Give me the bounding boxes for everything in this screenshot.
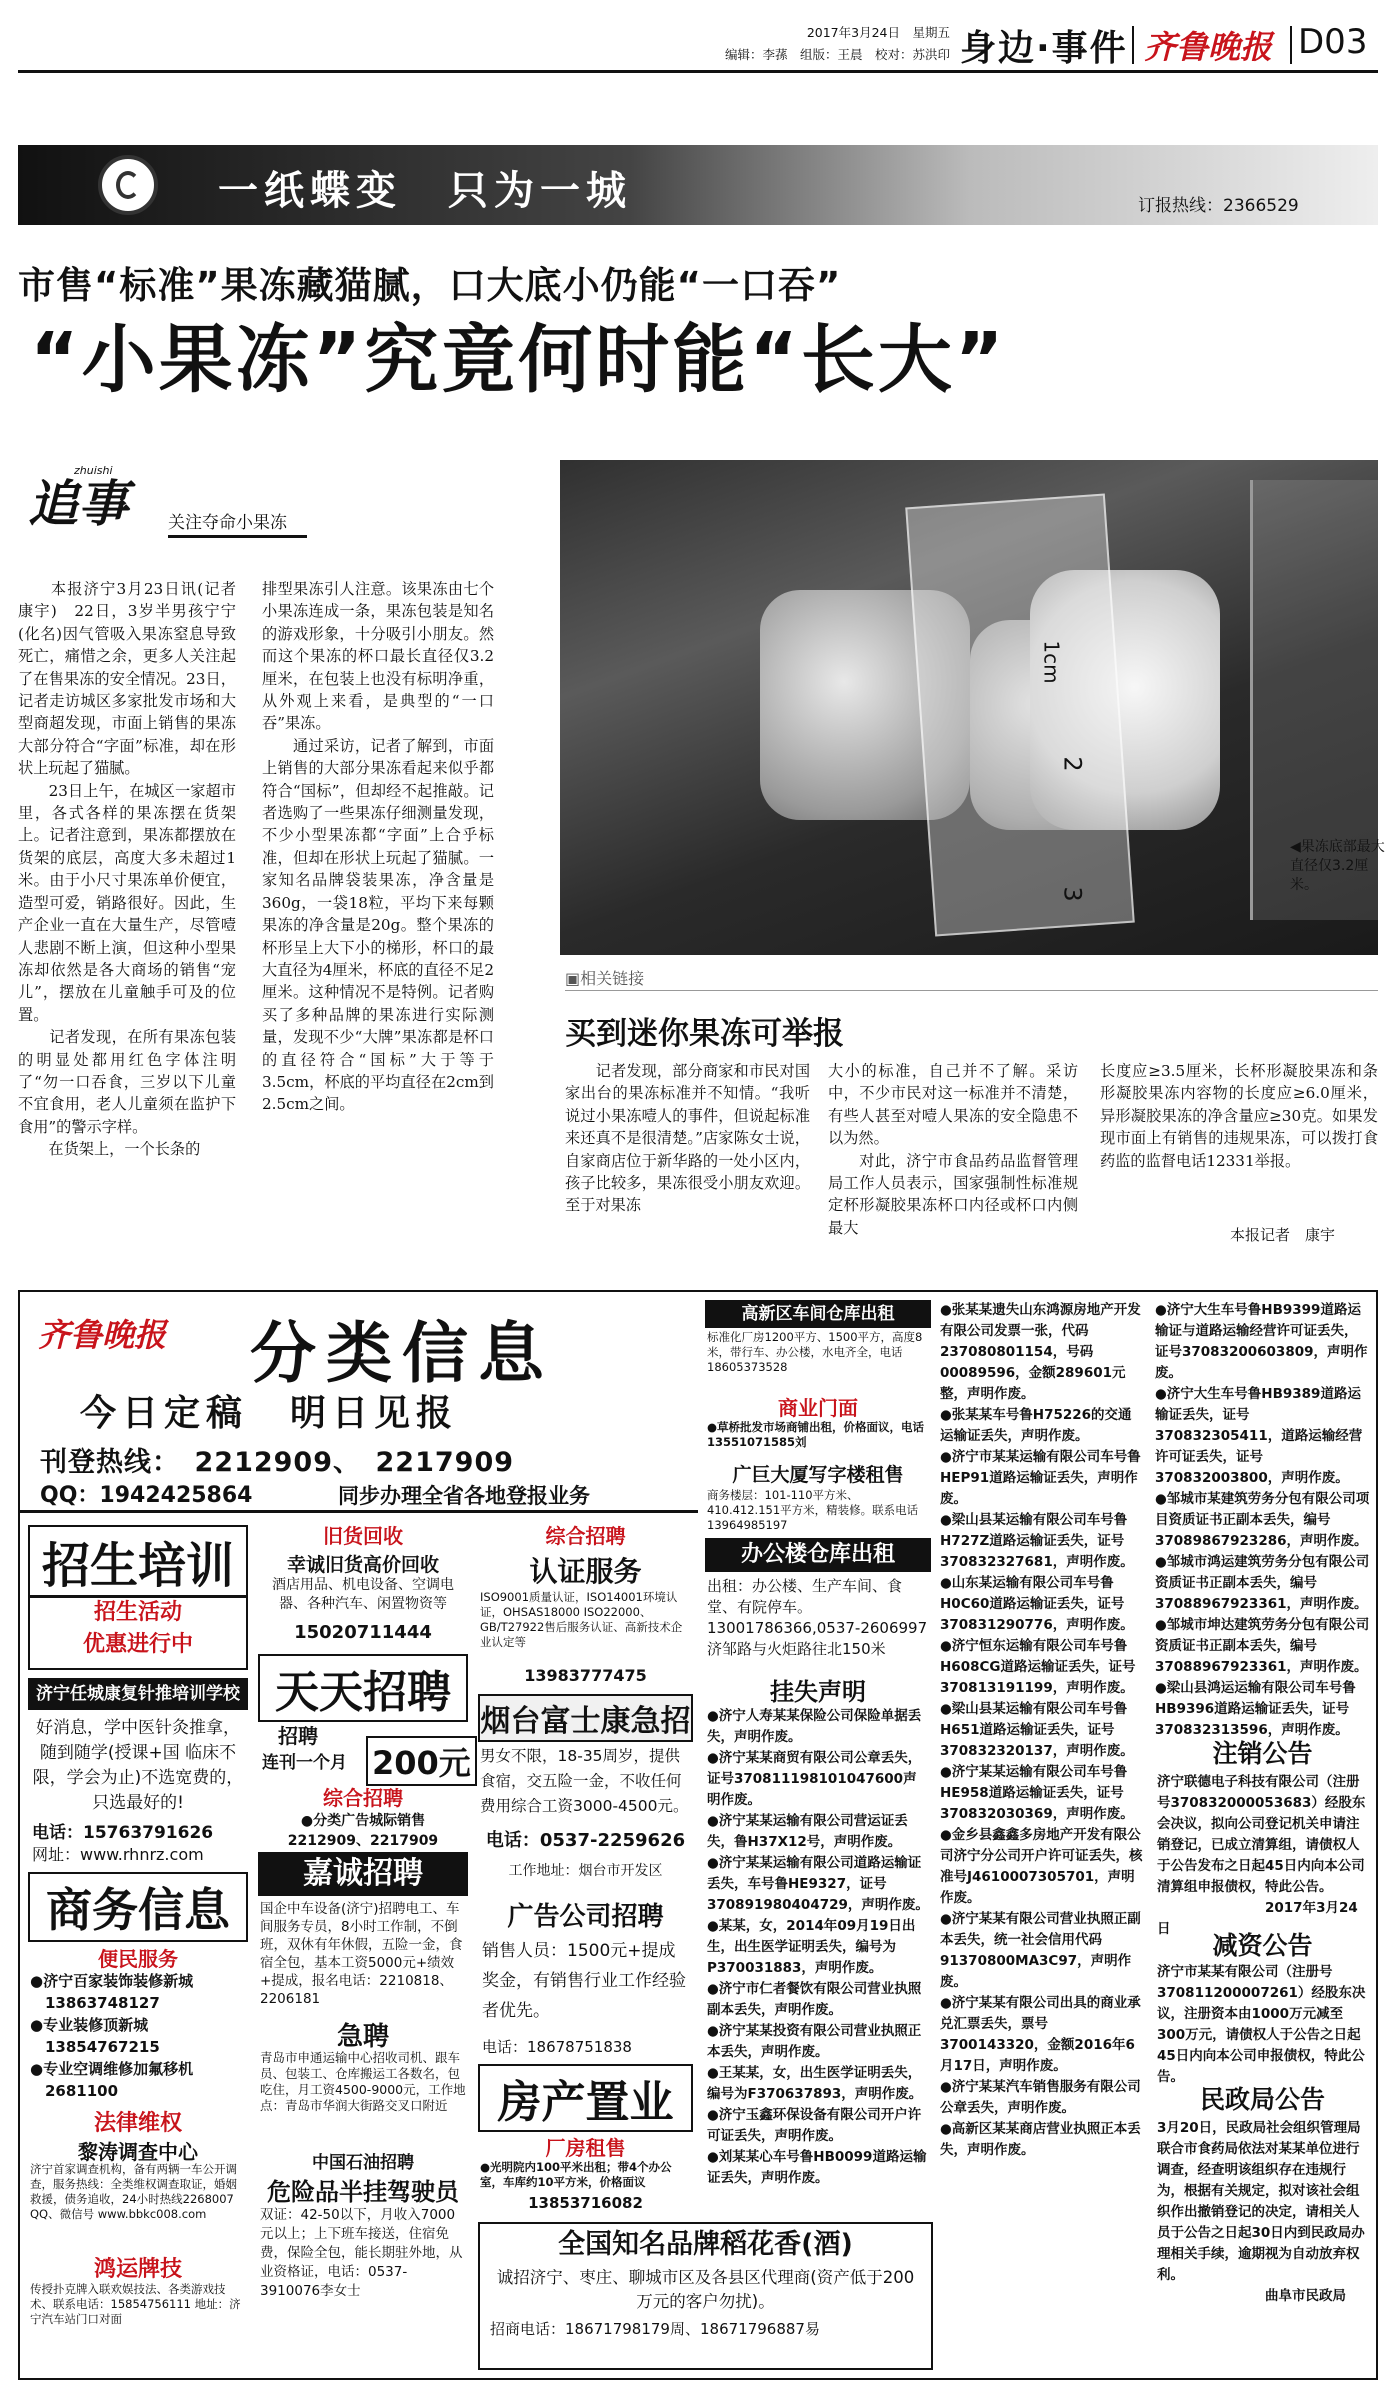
- school-body: 好消息，学中医针灸推拿，随到随学(授课+国 临床不限，学会为止)不选宽费的，只选最好的!: [32, 1718, 244, 1813]
- byline: 本报记者 康宇: [1230, 1226, 1336, 1244]
- slogan-banner: [18, 145, 1378, 225]
- adcorp-heading: 广告公司招聘: [507, 1902, 664, 1932]
- sub-headline: 买到迷你果冻可举报: [565, 1016, 844, 1052]
- ad-agent: ●分类广告城际销售: [300, 1813, 426, 1829]
- cancel-body: 济宁联德电子科技有限公司（注册号370832000053683）经股东会决议，拟向公司登记机关申请注销登记，已成立清算组，请债权人于公告发布之日起45日内向本公司清算组申报债权，特此公告。 2017年3月24日: [1157, 1774, 1366, 1937]
- liquor-box: [478, 2222, 933, 2370]
- classified-hotline: 刊登热线： 2212909、 2217909: [40, 1447, 515, 1478]
- school-web: 网址：www.rhnrz.com: [32, 1845, 204, 1864]
- civil-heading: 民政局公告: [1199, 2085, 1325, 2114]
- reduce-body: 济宁市某某有限公司（注册号370811200007261）经股东决议，注册资本由1000万元减至300万元，请债权人于公告之日起45日内向本公司申报债权，特此公告。: [1157, 1964, 1366, 2085]
- factory-tel: 13853716082: [528, 2194, 643, 2212]
- header-divider: [1132, 26, 1134, 64]
- yantai-addr: 工作地址：烟台市开发区: [508, 1863, 663, 1879]
- article-column-2: 排型果冻引人注意。该果冻由七个小果冻连成一条，果冻包装是知名的游戏形象，十分吸引小朋友。然而这个果冻的杯口最长直径仅3.2厘米，在包装上也没有标明净重，从外观上来看，是典型的“一口吞”果冻。 通过采访，记者了解到，市面上销售的大部分果冻看起来似乎都符合“国标”，但却经不起推敲。记者选购了一些果冻仔细测量发现，不少小型果冻都“字面”上合乎标准，但却在形状上玩起了猫腻。一家知名品牌袋装果冻，净含量是360g，一袋18粒，平均下来每颗果冻的净含量是20g。整个果冻的杯形呈上大下小的梯形，杯口的最大直径为4厘米，杯底的直径不足2厘米。这种情况不是特例。记者购买了多种品牌的果冻进行实际测量，发现不少“大牌”果冻都是杯口的直径符合“国标”大于等于3.5cm，杯底的平均直径在2cm到2.5cm之间。: [262, 580, 494, 1114]
- hongyun-heading: 鸿运牌技: [93, 2257, 182, 2282]
- related-link-icon: ▣: [565, 969, 581, 988]
- kicker-headline: 市售“标准”果冻藏猫腻，口大底小仍能“一口吞”: [18, 264, 842, 307]
- photo-caption: ◀果冻底部最大直径仅3.2厘米。: [1290, 839, 1385, 893]
- column-tag-pinyin: zhuishi: [74, 464, 113, 477]
- cert-body: ISO9001质量认证，ISO14001环境认证，OHSAS18000 ISO22000、GB/T27922售后服务认证、高新技术企业认定等: [480, 1590, 683, 1649]
- cert-heading: 认证服务: [529, 1555, 642, 1588]
- main-headline: “小果冻”究竟何时能“长大”: [30, 317, 1007, 403]
- jiacheng-body: 国企中车设备(济宁)招聘电工、车间服务专员，8小时工作制，不倒班，双休有年休假，五险一金，食宿全包，基本工资5000元+绩效+提成，报名电话：2210818、2206181: [260, 1901, 463, 2007]
- life-service-heading: 便民服务: [98, 1947, 178, 1971]
- recycle-heading: 旧货回收: [323, 1524, 403, 1548]
- yantai-heading: 烟台富士康急招: [478, 1694, 693, 1742]
- ruler-label-3: 3: [1058, 886, 1087, 902]
- urgent-body: 青岛市申通运输中心招收司机、跟车员、包装工、仓库搬运工各数名，包吃住，月工资4500-9000元，工作地点：青岛市华润大街路交叉口附近: [260, 2050, 466, 2113]
- recycle-body: 酒店用品、机电设备、空调电器、各种汽车、闲置物资等: [272, 1577, 454, 1612]
- cert-tel: 13983777475: [524, 1666, 647, 1685]
- guangsha-body: 商务楼层：101-110平方米、410.412.151平方米，精装修。联系电话13964985197: [707, 1488, 919, 1532]
- promo-text: 招生活动 优惠进行中: [82, 1600, 193, 1657]
- reduce-heading: 减资公告: [1212, 1931, 1313, 1960]
- related-link-text: 相关链接: [580, 969, 645, 988]
- school-heading: 济宁任城康复针推培训学校: [28, 1678, 248, 1710]
- column-tag: [18, 458, 348, 538]
- classified-slogan: 今日定稿 明日见报: [80, 1392, 459, 1434]
- article-column-1: 本报济宁3月23日讯(记者 康宇) 22日，3岁半男孩宁宁(化名)因气管吸入果冻窒息导致死亡，痛惜之余，更多人关注起了在售果冻的安全情况。23日，记者走访城区多家批发市场和大型商超发现，市面上销售的果冻大部分符合“字面”标准，却在形状上玩起了猫腻。 23日上午，在城区一家超市里，各式各样的果冻摆在货架上。记者注意到，果冻都摆放在货架的底层，高度大多未超过1米。由于小尺寸果冻单价便宜，造型可爱，销路很好。因此，生产企业一直在大量生产，尽管噎人悲剧不断上演，但这种小型果冻却依然是各大商场的销售“宠儿”，摆放在儿童触手可及的位置。 记者发现，在所有果冻包装的明显处都用红色字体注明了“勿一口吞食，三岁以下儿童不宜食用，老人儿童须在监护下食用”的警示字样。 在货架上，一个长条的: [18, 580, 236, 1159]
- oil-title: 危险品半挂驾驶员: [267, 2178, 459, 2206]
- biz-info-heading: 商务信息: [28, 1872, 248, 1942]
- related-column-3: 长度应≥3.5厘米，长杯形凝胶果冻和条形凝胶果冻内容物的长度应≥6.0厘米，异形凝胶果冻的净含量应≥30克。如果发现市面上有销售的违规果冻，可以拨打食药监的监督电话12331举报。: [1100, 1062, 1378, 1170]
- office-heading: 办公楼仓库出租: [705, 1538, 931, 1572]
- recruit-comp-heading-2: 综合招聘: [545, 1524, 626, 1548]
- lost-body: ●济宁人寿某某保险公司保险单据丢失，声明作废。 ●济宁某某商贸有限公司公章丢失，证号370811198101047600声明作废。 ●济宁某某运输有限公司营运证丢失，鲁H37X12号，声明作废。 ●济宁某某运输有限公司道路运输证丢失，车号鲁HE9327，证号370891980404729，声明作废。 ●某某，女，2014年09月19日出生，出生医学证明丢失，编号为P370031883，声明作废。 ●济宁市仁者餐饮有限公司营业执照副本丢失，声明作废。 ●济宁某某投资有限公司营业执照正本丢失，声明作废。 ●王某某，女，出生医学证明丢失，编号为F370637893，声明作废。 ●济宁玉鑫环保设备有限公司开户许可证丢失，声明作废。 ●刘某某心车号鲁HB0099道路运输证丢失，声明作废。: [707, 1708, 929, 2186]
- liquor-heading: 全国知名品牌稻花香(酒): [558, 2229, 853, 2260]
- ruler-label-2: 2: [1058, 756, 1087, 772]
- banner-slogan: 一纸蝶变 只为一城: [218, 167, 632, 214]
- ruler-label-1cm: 1cm: [1039, 640, 1064, 684]
- banner-logo-inner-icon: [116, 171, 140, 199]
- yantai-body: 男女不限，18-35周岁，提供食宿，交五险一金，不收任何费用综合工资3000-4500元。: [480, 1747, 689, 1815]
- urgent-heading: 急聘: [336, 2022, 389, 2052]
- header-staff: 编辑：李蓀 组版：王晨 校对：苏洪印: [724, 47, 950, 62]
- lost-heading: 挂失声明: [770, 1678, 866, 1706]
- related-link-label: [565, 966, 644, 989]
- subscription-hotline: 订报热线：2366529: [1138, 196, 1299, 216]
- life-service-list: ●济宁百家装饰装修新城 13863748127 ●专业装修顶新城 13854767215 ●专业空调维修加氟移机 2681100: [30, 1972, 194, 2100]
- column-tag-sub: 关注夺命小果冻: [168, 508, 307, 538]
- adcorp-tel: 电话：18678751838: [482, 2038, 632, 2056]
- invest-body: 济宁首家调查机构，备有两辆一车公开调查，服务热线：全类维权调查取证，婚姻救援，债务追收，24小时热线2268007 QQ、微信号 www.bbkc008.com: [30, 2162, 238, 2221]
- related-link-rule: [565, 990, 1378, 991]
- ruler: [905, 494, 1135, 937]
- oil-body: 双证：42-50以下，月收入7000元以上；上下班车接送，住宿免费，保险全包，能长期驻外地，从业资格证，电话：0537-3910076李女士: [260, 2207, 463, 2299]
- liquor-body: 诚招济宁、枣庄、聊城市区及各县区代理商(资产低于200万元的客户勿扰)。: [496, 2268, 915, 2311]
- cancel-heading: 注销公告: [1212, 1739, 1313, 1768]
- adcorp-body: 销售人员：1500元+提成奖金，有销售行业工作经验者优先。: [482, 1941, 686, 2021]
- promo-box: [28, 1595, 248, 1670]
- related-column-1: 记者发现，部分商家和市民对国家出台的果冻标准并不知情。“我听说过小果冻噎人的事件，但说起标准来还真不是很清楚。”店家陈女士说，自家商店位于新华路的一处小区内，孩子比较多，果冻很受小朋友欢迎。至于对果冻: [565, 1062, 810, 1215]
- oil-heading: 中国石油招聘: [312, 2153, 414, 2173]
- classified-qq-note: 同步办理全省各地登报业务: [338, 1484, 590, 1508]
- hongyun-body: 传授扑克牌入联欢娱技法、各类游戏技术、联系电话：15854756111 地址：济宁汽车站门口对面: [30, 2282, 241, 2326]
- civil-body: 3月20日，民政局社会组织管理局联合市食药局依法对某某单位进行调查，经查明该组织存在违规行为，根据有关规定，拟对该社会组织作出撤销登记的决定，请相关人员于公告之日起30日内到民政局办理相关手续，逾期视为自动放弃权利。 曲阜市民政局: [1157, 2120, 1365, 2304]
- hire-big-heading: 天天招聘: [258, 1654, 468, 1722]
- jelly-ruler-photo: [560, 460, 1378, 955]
- recruit-comp-heading: 综合招聘: [323, 1786, 403, 1810]
- paper-logo: 齐鲁晚报: [1144, 28, 1273, 66]
- header-date: 2017年3月24日 星期五: [806, 25, 950, 40]
- page-number: D03: [1298, 22, 1368, 62]
- guangsha-heading: 广巨大厦写字楼租售: [732, 1464, 904, 1486]
- shop-heading: 商业门面: [778, 1396, 858, 1420]
- office-body: 出租：办公楼、生产车间、食堂、有院停车。13001786366,0537-2606997 济邹路与火炬路往北150米: [707, 1577, 928, 1658]
- shop-body: ●草桥批发市场商铺出租，价格面议，电话13551071585刘: [707, 1420, 925, 1449]
- section-name: 身边·事件: [960, 28, 1128, 69]
- law-heading: 法律维权: [93, 2111, 182, 2136]
- related-column-2: 大小的标准，自己并不了解。采访中，不少市民对这一标准并不清楚，有些人甚至对噎人果冻的安全隐患不以为然。 对此，济宁市食品药品监督管理局工作人员表示，国家强制性标准规定杯形凝胶果冻杯口内径或杯口内侧最大: [828, 1062, 1078, 1237]
- recruit-train-heading: 招生培训: [28, 1525, 248, 1598]
- yantai-tel: 电话：0537-2259626: [485, 1830, 686, 1851]
- hire-price-pre: 连刊一个月: [262, 1753, 347, 1773]
- classified-title: 分类信息: [250, 1314, 554, 1392]
- notices-column-2: ●济宁大生车号鲁HB9399道路运输证与道路运输经营许可证丢失，证号37083200603809，声明作废。 ●济宁大生车号鲁HB9389道路运输证丢失，证号370832305411，道路运输经营许可证丢失，证号370832003800，声明作废。 ●邹城市某建筑劳务分包有限公司项目资质证书正副本丢失，编号37089867923286，声明作废。 ●邹城市鸿运建筑劳务分包有限公司资质证书正副本丢失，编号37088967923361，声明作废。 ●邹城市坤达建筑劳务分包有限公司资质证书正副本丢失，编号37088967923361，声明作废。 ●梁山县鸿运运输有限公司车号鲁HB9396道路运输证丢失，证号370832313596，声明作废。: [1155, 1302, 1370, 1738]
- jiacheng-heading: 嘉诚招聘: [258, 1852, 468, 1896]
- recycle-tel: 15020711444: [294, 1622, 432, 1643]
- header-divider-2: [1290, 26, 1292, 64]
- notices-column: ●张某某遗失山东鸿源房地产开发有限公司发票一张，代码237080801154，号码00089596，金额289601元整，声明作废。 ●张某某车号鲁H75226的交通运输证丢失，声明作废。 ●济宁市某某运输有限公司车号鲁HEP91道路运输证丢失，声明作废。 ●梁山县某运输有限公司车号鲁H727Z道路运输证丢失，证号370832327681，声明作废。 ●山东某运输有限公司车号鲁H0C60道路运输证丢失，证号370831290776，声明作废。 ●济宁恒东运输有限公司车号鲁H608CG道路运输证丢失，证号370813191199，声明作废。 ●梁山县某运输有限公司车号鲁H651道路运输证丢失，证号370832320137，声明作废。 ●济宁某某运输有限公司车号鲁HE958道路运输证丢失，证号370832030369，声明作废。 ●金乡县鑫鑫多房地产开发有限公司济宁分公司开户许可证丢失，核准号J4610007305701，声明作废。 ●济宁某某有限公司营业执照正副本丢失，统一社会信用代码91370800MA3C97，声明作废。 ●济宁某某有限公司出具的商业承兑汇票丢失，票号3700143320，金额2016年6月17日，声明作废。 ●济宁某某汽车销售服务有限公司公章丢失，声明作废。 ●高新区某某商店营业执照正本丢失，声明作废。: [940, 1302, 1143, 2158]
- house-heading: 房产置业: [478, 2064, 693, 2132]
- invest-heading: 黎涛调查中心: [78, 2140, 198, 2164]
- ad-agent-tel: 2212909、2217909: [287, 1833, 439, 1849]
- school-tel: 电话：15763791626: [32, 1823, 214, 1843]
- gaoxin-heading: 高新区车间仓库出租: [705, 1300, 931, 1328]
- liquor-tel: 招商电话：18671798179周、18671796887易: [490, 2320, 820, 2338]
- hire-label: 招聘: [278, 1724, 318, 1748]
- gaoxin-body: 标准化厂房1200平方、1500平方，高度8米，带行车、办公楼，水电齐全，电话18605373528: [707, 1330, 923, 1374]
- classified-brand: 齐鲁晚报: [38, 1316, 167, 1354]
- column-tag-title: 追事: [28, 474, 128, 533]
- header-rule: [18, 70, 1378, 73]
- recycle-title: 幸诚旧货高价回收: [286, 1554, 439, 1576]
- factory-heading: 厂房租售: [545, 2136, 626, 2160]
- classified-rule: [18, 1510, 698, 1513]
- classified-qq: QQ：1942425864: [40, 1483, 253, 1508]
- hire-price: 200元: [366, 1736, 477, 1786]
- factory-body: ●光明院内100平米出租；带4个办公室，车库约10平方米，价格面议: [480, 2160, 672, 2189]
